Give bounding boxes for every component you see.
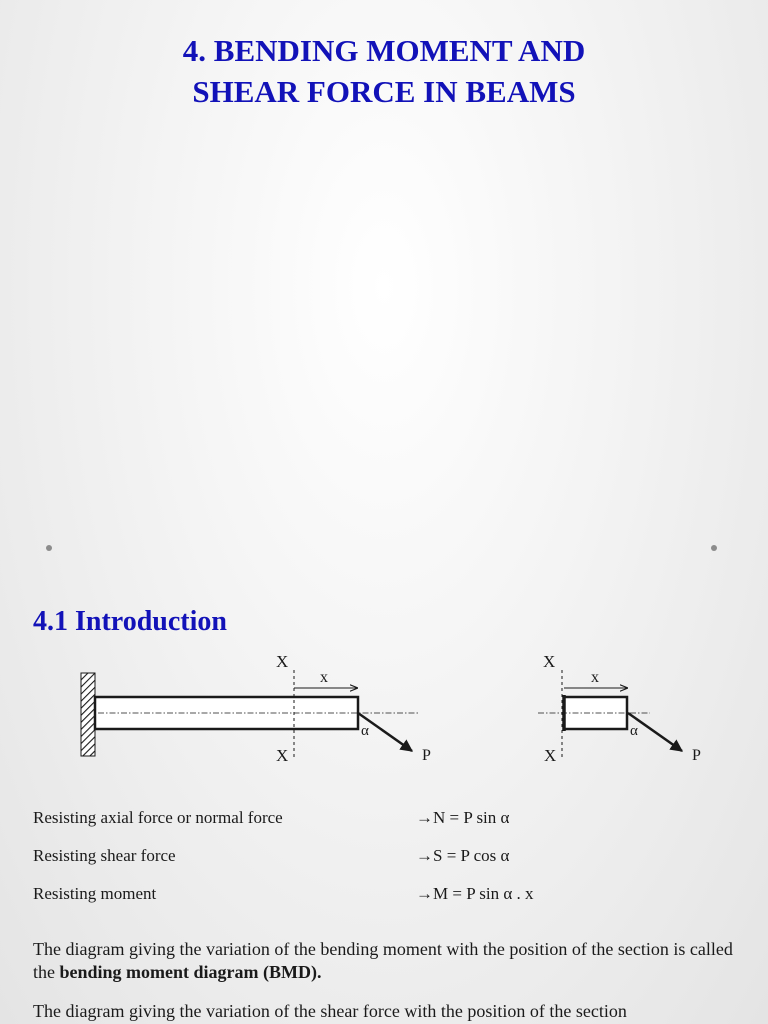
sfd-text: The diagram giving the variation of the shear force with the position of the section (33, 1001, 627, 1021)
axial-force-formula: →N = P sin α (416, 808, 510, 827)
moment-label: Resisting moment (33, 884, 157, 903)
axial-force-row (33, 806, 733, 830)
section-free-body-diagram (538, 652, 701, 765)
shear-force-row (33, 844, 733, 868)
slide-title (0, 30, 768, 112)
section-label-bottom: X (276, 746, 289, 765)
bmd-paragraph (33, 938, 743, 984)
axial-force-label: Resisting axial force or normal force (33, 808, 283, 827)
moment-formula: →M = P sin α . x (416, 884, 534, 903)
moment-row (33, 882, 733, 906)
section-label-top: X (543, 652, 556, 671)
section-label-bottom: X (544, 746, 557, 765)
shear-force-label: Resisting shear force (33, 846, 176, 865)
shear-force-formula: →S = P cos α (416, 846, 510, 865)
title-line-1: 4. BENDING MOMENT AND (182, 33, 586, 68)
title-line-2: SHEAR FORCE IN BEAMS (192, 74, 576, 109)
angle-label: α (630, 723, 638, 739)
bmd-text: The diagram giving the variation of the bending moment with the position of the section is called the (33, 939, 733, 982)
full-beam-diagram (81, 652, 431, 765)
distance-label: x (320, 669, 328, 686)
bmd-term: bending moment diagram (BMD). (59, 962, 322, 982)
sfd-paragraph (33, 1000, 743, 1023)
load-label: P (692, 747, 701, 764)
section-heading: 4.1 Introduction (33, 606, 227, 637)
angle-label: α (361, 723, 369, 739)
cantilever-beam-figure (0, 640, 768, 770)
hatched-wall-icon (81, 673, 95, 756)
section-label-top: X (276, 652, 289, 671)
distance-label: x (591, 669, 599, 686)
bullet-icon (711, 545, 717, 551)
bullet-icon (46, 545, 52, 551)
load-label: P (422, 747, 431, 764)
